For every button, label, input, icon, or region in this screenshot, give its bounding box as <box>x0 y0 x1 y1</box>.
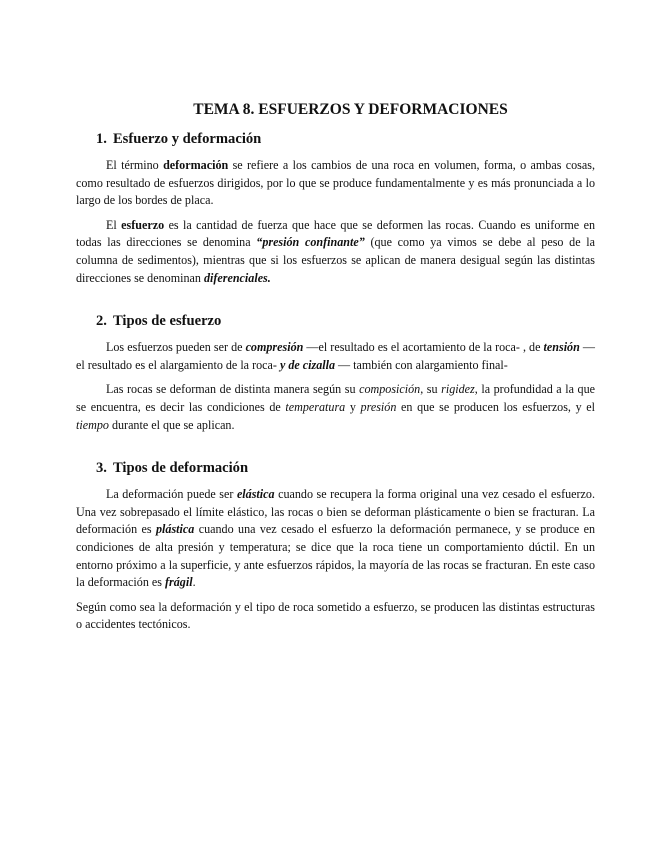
bold-italic-term: compresión <box>245 340 304 355</box>
paragraph <box>76 339 595 374</box>
text-run: es la cantidad de fuerza que hace que se deformen las rocas. Cuando es uniforme en todas las direcciones se denomina <box>76 217 595 250</box>
bold-italic-term: diferenciales. <box>203 270 271 285</box>
bold-italic-term: frágil <box>165 575 193 590</box>
section-number: 1. <box>96 131 107 147</box>
page-title: TEMA 8. ESFUERZOS Y DEFORMACIONES <box>193 101 508 118</box>
section-heading-1 <box>96 131 595 148</box>
text-run: en que se producen los esfuerzos, y el <box>396 399 596 414</box>
paragraph <box>76 217 595 287</box>
paragraph <box>76 157 595 210</box>
text-run: cuando se recupera la forma original una vez cesado el esfuerzo. Una vez sobrepasado el límite elástico, las rocas o bien se deforman plásticamente o bien se fracturan. La deformación es <box>76 487 595 537</box>
bold-italic-term: “presión confinante” <box>256 235 365 250</box>
section-title: Tipos de esfuerzo <box>112 313 222 330</box>
text-run: — el resultado es el alargamiento de la roca- <box>76 340 595 372</box>
section-title: Tipos de deformación <box>112 460 249 477</box>
section-number: 3. <box>96 460 107 477</box>
section-heading-2 <box>96 313 595 330</box>
document-body <box>76 101 595 641</box>
text-run: Los esfuerzos pueden ser de <box>106 340 246 355</box>
bold-term: esfuerzo <box>121 217 165 232</box>
text-run: El término <box>106 158 164 172</box>
paragraph <box>76 486 595 592</box>
text-run: El <box>106 217 122 232</box>
italic-term: tiempo <box>76 417 109 432</box>
text-run: . <box>192 575 196 590</box>
italic-term: rigidez <box>441 382 475 397</box>
section-number: 2. <box>96 313 107 330</box>
paragraph <box>76 381 595 434</box>
text-run: se refiere a los cambios de una roca en volumen, forma, o ambas cosas, como resultado de esfuerzos dirigidos, por lo que se produce fundamentalmente y es más pronunciada a lo largo de los bordes de placa. <box>76 158 595 208</box>
text-run: — también con alargamiento final- <box>335 357 508 372</box>
text-run: cuando una vez cesado el esfuerzo la deformación permanece, y se produce en condiciones de alta presión y temperatura; se dice que la roca tiene un comportamiento dúctil. En un entorno próximo a la superficie, y ante esfuerzos rápidos, la mayoría de las rocas se fracturan. En este caso la deformación es <box>76 522 596 590</box>
italic-term: temperatura <box>285 399 346 414</box>
italic-term: composición <box>359 382 421 397</box>
bold-term: deformación <box>163 158 229 172</box>
text-run: , la profundidad a la que se encuentra, es decir las condiciones de <box>76 382 596 414</box>
text-run: (que como ya vimos se debe al peso de la columna de sedimentos), mientras que si los esfuerzos se aplican de manera desigual según las distintas direcciones se denominan <box>76 235 595 285</box>
bold-italic-term: y de cizalla <box>279 357 336 372</box>
bold-italic-term: elástica <box>236 487 275 502</box>
bold-italic-term: plástica <box>156 522 195 537</box>
paragraph: Según como sea la deformación y el tipo de roca sometido a esfuerzo, se producen las distintas estructuras o accidentes tectónicos. <box>76 599 595 632</box>
text-run: La deformación puede ser <box>106 487 237 502</box>
text-run: durante el que se aplican. <box>108 417 235 432</box>
text-run: , su <box>420 382 442 397</box>
italic-term: presión <box>360 399 397 414</box>
text-run: Las rocas se deforman de distinta manera según su <box>106 382 360 397</box>
section-title: Esfuerzo y deformación <box>112 131 262 147</box>
text-run: y <box>345 399 361 414</box>
bold-italic-term: tensión <box>543 340 580 355</box>
text-run: —el resultado es el acortamiento de la roca- , de <box>303 340 544 355</box>
section-heading-3 <box>96 460 595 477</box>
